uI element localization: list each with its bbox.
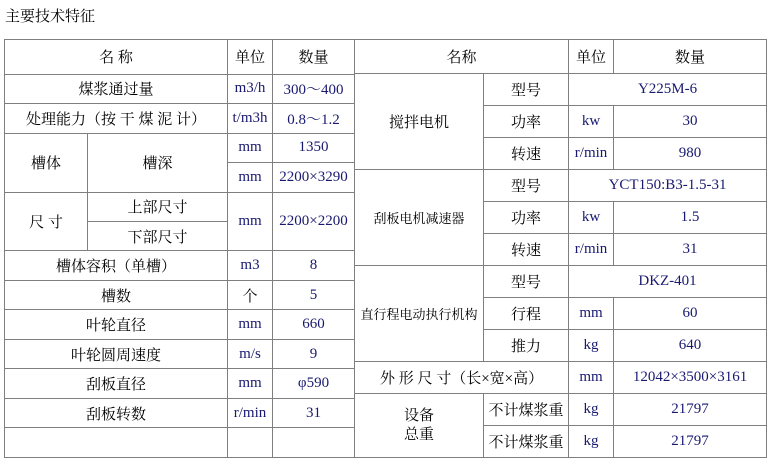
unit-cell: mm: [569, 298, 614, 330]
unit-cell: [228, 428, 273, 458]
qty-cell: 640: [614, 330, 767, 362]
qty-cell: 2200×2200: [273, 192, 355, 251]
unit-cell: kg: [569, 426, 614, 458]
qty-cell: 0.8～1.2: [273, 104, 355, 133]
unit-cell: t/m3h: [228, 104, 273, 133]
qty-cell: 9: [273, 339, 355, 368]
subname-cell: 不计煤浆重: [484, 394, 569, 426]
unit-cell: r/min: [228, 398, 273, 427]
qty-cell: 1.5: [614, 202, 767, 234]
right-column-header-unit: 单位: [569, 40, 614, 74]
subname-cell: 行程: [484, 298, 569, 330]
spec-name-cell: 刮板转数: [5, 398, 228, 427]
spec-row: [5, 398, 355, 427]
unit-cell: mm: [228, 163, 273, 192]
spec-row: [5, 280, 355, 309]
unit-cell: kg: [569, 394, 614, 426]
subname-cell: 不计煤浆重: [484, 426, 569, 458]
qty-cell: 2200×3290: [273, 163, 355, 192]
group-cell: 尺 寸: [5, 192, 88, 251]
qty-cell: 5: [273, 280, 355, 309]
left-column-header-unit: 单位: [228, 40, 273, 75]
unit-cell: m3: [228, 251, 273, 280]
subname-cell: 转速: [484, 234, 569, 266]
spec-row: [5, 251, 355, 280]
qty-cell: φ590: [273, 369, 355, 398]
spec-name-cell: 叶轮直径: [5, 310, 228, 339]
spec-name-cell: [5, 428, 228, 458]
subname-cell: 型号: [484, 74, 569, 106]
spec-name-cell: 处理能力（按 干 煤 泥 计）: [5, 104, 228, 133]
spec-row: [5, 369, 355, 398]
qty-cell: 300～400: [273, 74, 355, 103]
group-cell: [355, 394, 484, 458]
unit-cell: kw: [569, 106, 614, 138]
subname-cell: 推力: [484, 330, 569, 362]
subname-cell: 型号: [484, 266, 569, 298]
qty-cell: DKZ-401: [569, 266, 767, 298]
right-column-header-qty: 数量: [614, 40, 767, 74]
spec-name-cell: 刮板直径: [5, 369, 228, 398]
group-cell: 直行程电动执行机构: [355, 266, 484, 362]
qty-cell: Y225M-6: [569, 74, 767, 106]
subname-cell: 功率: [484, 202, 569, 234]
group-label-line1: 设备: [404, 407, 435, 424]
right-header-row: [355, 40, 767, 74]
spec-row: [355, 362, 767, 394]
spec-row: [5, 74, 355, 103]
spec-row: [5, 133, 355, 162]
unit-cell: mm: [228, 369, 273, 398]
subname-cell: 下部尺寸: [88, 222, 228, 251]
page-title: 主要技术特征: [5, 9, 96, 25]
spec-row: [355, 170, 767, 202]
unit-cell: mm: [228, 192, 273, 251]
qty-cell: 980: [614, 138, 767, 170]
unit-cell: mm: [569, 362, 614, 394]
qty-cell: 21797: [614, 394, 767, 426]
spec-row: [355, 74, 767, 106]
right-column-header-name: 名称: [355, 40, 569, 74]
group-cell: 槽体: [5, 133, 88, 192]
qty-cell: 31: [614, 234, 767, 266]
unit-cell: kg: [569, 330, 614, 362]
spec-row: [5, 104, 355, 133]
spec-name-cell: 外 形 尺 寸（长×宽×高）: [355, 362, 569, 394]
spec-row-empty: [5, 428, 355, 458]
group-cell: 刮板电机减速器: [355, 170, 484, 266]
unit-cell: mm: [228, 133, 273, 162]
subname-cell: 型号: [484, 170, 569, 202]
qty-cell: 60: [614, 298, 767, 330]
spec-row: [355, 266, 767, 298]
spec-tables-container: [4, 39, 767, 458]
left-column-header-qty: 数量: [273, 40, 355, 75]
qty-cell: 12042×3500×3161: [614, 362, 767, 394]
spec-name-cell: 叶轮圆周速度: [5, 339, 228, 368]
qty-cell: 1350: [273, 133, 355, 162]
qty-cell: 30: [614, 106, 767, 138]
spec-row: [355, 394, 767, 426]
unit-cell: r/min: [569, 138, 614, 170]
qty-cell: 21797: [614, 426, 767, 458]
spec-name-cell: 槽数: [5, 280, 228, 309]
subname-cell: 槽深: [88, 133, 228, 192]
left-column-header-name: 名 称: [5, 40, 228, 75]
unit-cell: m/s: [228, 339, 273, 368]
subname-cell: 转速: [484, 138, 569, 170]
spec-name-cell: 槽体容积（单槽）: [5, 251, 228, 280]
unit-cell: mm: [228, 310, 273, 339]
unit-cell: 个: [228, 280, 273, 309]
unit-cell: m3/h: [228, 74, 273, 103]
spec-row: [5, 192, 355, 221]
spec-name-cell: 煤浆通过量: [5, 74, 228, 103]
spec-row: [5, 339, 355, 368]
qty-cell: YCT150:B3-1.5-31: [569, 170, 767, 202]
unit-cell: r/min: [569, 234, 614, 266]
left-spec-table: [4, 39, 355, 458]
spec-row: [5, 310, 355, 339]
left-header-row: [5, 40, 355, 75]
right-spec-table: [354, 39, 767, 458]
subname-cell: 上部尺寸: [88, 192, 228, 221]
qty-cell: [273, 428, 355, 458]
group-label-line2: 总重: [404, 426, 435, 443]
subname-cell: 功率: [484, 106, 569, 138]
qty-cell: 8: [273, 251, 355, 280]
unit-cell: kw: [569, 202, 614, 234]
qty-cell: 660: [273, 310, 355, 339]
group-cell: 搅拌电机: [355, 74, 484, 170]
qty-cell: 31: [273, 398, 355, 427]
